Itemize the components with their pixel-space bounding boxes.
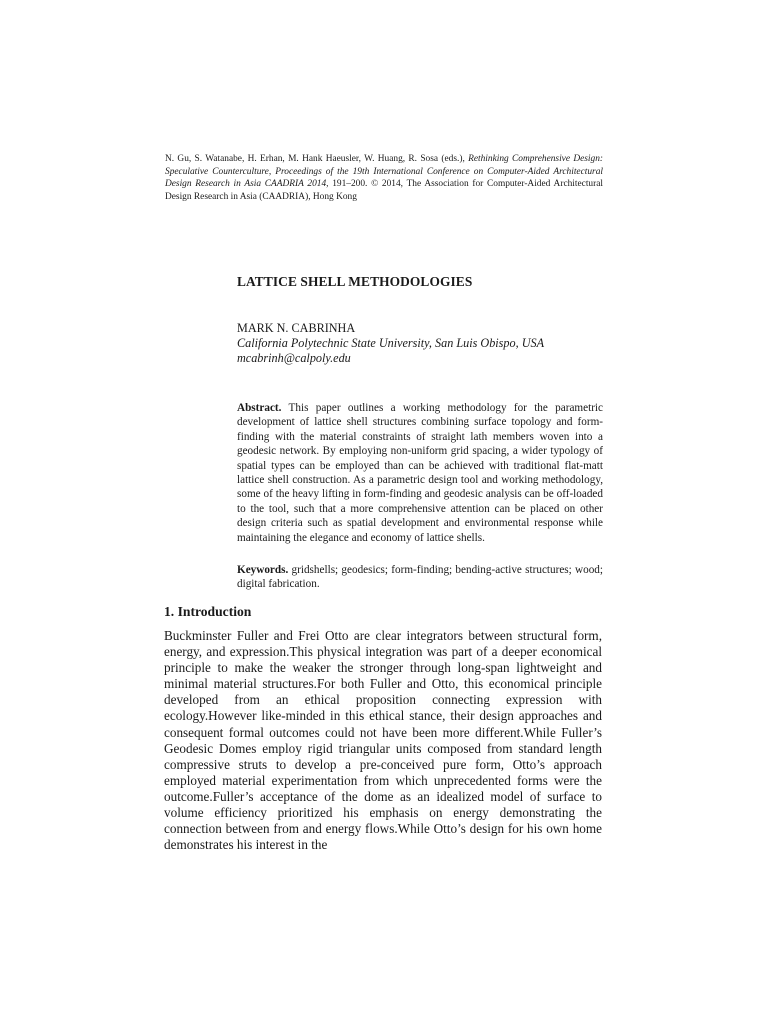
abstract-label: Abstract. (237, 402, 282, 414)
citation-proceedings: Rethinking Comprehensive Design: Speculative Counterculture, Proceedings of the 19th International Conference on Computer-Aided Architectural Design Research in Asia CAADRIA 2014, (165, 154, 604, 190)
author-email: mcabrinh@calpoly.edu (237, 351, 351, 365)
author-name: MARK N. CABRINHA (237, 321, 356, 335)
author-affiliation: California Polytechnic State University, San Luis Obispo, USA (237, 336, 545, 350)
keywords-text: gridshells; geodesics; form-finding; bending-active structures; wood; digital fabrication. (237, 564, 603, 591)
header-citation (165, 153, 603, 203)
abstract (237, 401, 603, 545)
citation-editors: N. Gu, S. Watanabe, H. Erhan, M. Hank Haeusler, W. Huang, R. Sosa (eds.), (165, 154, 469, 164)
keywords-label: Keywords. (237, 564, 289, 576)
keywords (237, 563, 603, 592)
section-heading: 1. Introduction (164, 604, 252, 619)
citation-tail: 191–200. © 2014, The Association for Computer-Aided Architectural Design Research in Asia (CAADRIA), Hong Kong (165, 179, 604, 202)
abstract-text: This paper outlines a working methodology for the parametric development of lattice shell structures combining surface topology and form-finding with the material constraints of straight lath members woven into a geodesic network. By employing non-uniform grid spacing, a wider typology of spatial types can be employed than can be achieved with traditional flat-matt lattice shell construction. As a parametric design tool and working methodology, some of the heavy lifting in form-finding and geodesic analysis can be off-loaded to the tool, such that a more comprehensive attention can be placed on other design criteria such as spatial development and environmental response while maintaining the elegance and economy of lattice shells. (237, 402, 603, 544)
section-body: Buckminster Fuller and Frei Otto are clear integrators between structural form, energy, and expression.This physical integration was part of a deeper economical principle to make the weaker the stronger through long-span lightweight and minimal material structures.For both Fuller and Otto, this economical principle developed from an ethical proposition connecting expression with ecology.However like-minded in this ethical stance, their design approaches and consequent formal outcomes could not have been more different.While Fuller’s Geodesic Domes employ rigid triangular units composed from standard length compressive struts to develop a pre-conceived pure form, Otto’s approach employed material experimentation from which unprecedented forms were the outcome.Fuller’s acceptance of the dome as an idealized model of surface to volume efficiency prioritized his emphasis on energy demonstrating the connection between from and energy flows.While Otto’s design for his own home demonstrates his interest in the (164, 628, 602, 853)
paper-title: LATTICE SHELL METHODOLOGIES (237, 274, 473, 289)
